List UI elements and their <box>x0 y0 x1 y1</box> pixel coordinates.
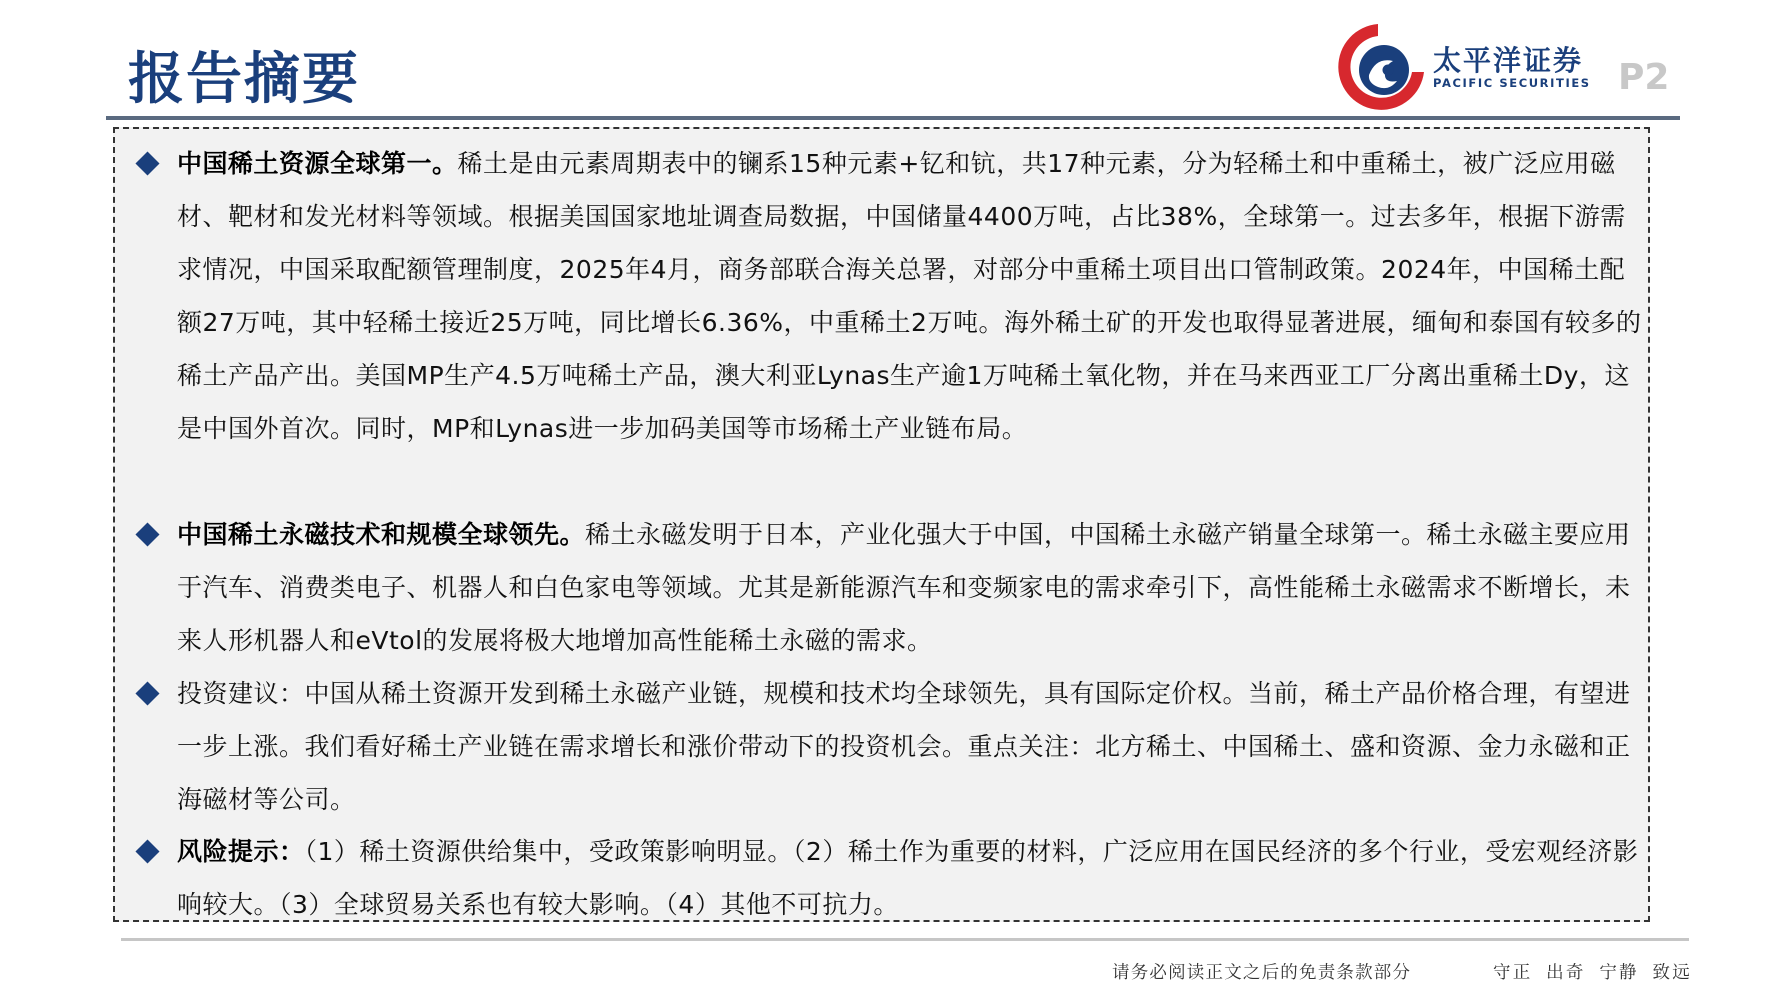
summary-paragraph <box>177 825 1647 931</box>
diamond-bullet-icon <box>135 522 159 546</box>
footer-motto: 守正 出奇 宁静 致远 <box>1493 963 1692 983</box>
page-title: 报告摘要 <box>128 47 360 112</box>
brand-name-en: PACIFIC SECURITIES <box>1433 76 1591 90</box>
summary-body: 投资建议：中国从稀土资源开发到稀土永磁产业链，规模和技术均全球领先，具有国际定价权。当前，稀土产品价格合理，有望进一步上涨。我们看好稀土产业链在需求增长和涨价带动下的投资机会。重点关注：北方稀土、中国稀土、盛和资源、金力永磁和正海磁材等公司。 <box>177 679 1631 814</box>
company-logo-icon <box>1338 20 1426 110</box>
title-divider <box>106 116 1680 120</box>
footer-disclaimer: 请务必阅读正文之后的免责条款部分 <box>1112 963 1412 983</box>
summary-body: 稀土永磁发明于日本，产业化强大于中国，中国稀土永磁产销量全球第一。稀土永磁主要应用于汽车、消费类电子、机器人和白色家电等领域。尤其是新能源汽车和变频家电的需求牵引下，高性能稀土永磁需求不断增长，未来人形机器人和eVtol的发展将极大地增加高性能稀土永磁的需求。 <box>177 520 1631 655</box>
brand-name-cn: 太平洋证券 <box>1433 44 1584 77</box>
summary-box <box>113 127 1650 922</box>
summary-paragraph <box>177 137 1647 455</box>
summary-lead: 中国稀土资源全球第一。 <box>177 149 458 178</box>
diamond-bullet-icon <box>135 839 159 863</box>
summary-body: 稀土是由元素周期表中的镧系15种元素+钇和钪，共17种元素，分为轻稀土和中重稀土，被广泛应用磁材、靶材和发光材料等领域。根据美国国家地址调查局数据，中国储量4400万吨，占比38%，全球第一。过去多年，根据下游需求情况，中国采取配额管理制度，2025年4月，商务部联合海关总署，对部分中重稀土项目出口管制政策。2024年，中国稀土配额27万吨，其中轻稀土接近25万吨，同比增长6.36%，中重稀土2万吨。海外稀土矿的开发也取得显著进展，缅甸和泰国有较多的稀土产品产出。美国MP生产4.5万吨稀土产品，澳大利亚Lynas生产逾1万吨稀土氧化物，并在马来西亚工厂分离出重稀土Dy，这是中国外首次。同时，MP和Lynas进一步加码美国等市场稀土产业链布局。 <box>177 149 1642 443</box>
summary-lead: 风险提示： <box>177 837 305 866</box>
summary-paragraph <box>177 667 1647 826</box>
diamond-bullet-icon <box>135 681 159 705</box>
summary-paragraph <box>177 508 1647 667</box>
footer-divider <box>121 938 1689 941</box>
diamond-bullet-icon <box>135 151 159 175</box>
page-number: P2 <box>1618 57 1670 98</box>
summary-lead: 中国稀土永磁技术和规模全球领先。 <box>177 520 586 549</box>
summary-body: （1）稀土资源供给集中，受政策影响明显。（2）稀土作为重要的材料，广泛应用在国民经济的多个行业，受宏观经济影响较大。（3）全球贸易关系也有较大影响。（4）其他不可抗力。 <box>177 837 1639 919</box>
